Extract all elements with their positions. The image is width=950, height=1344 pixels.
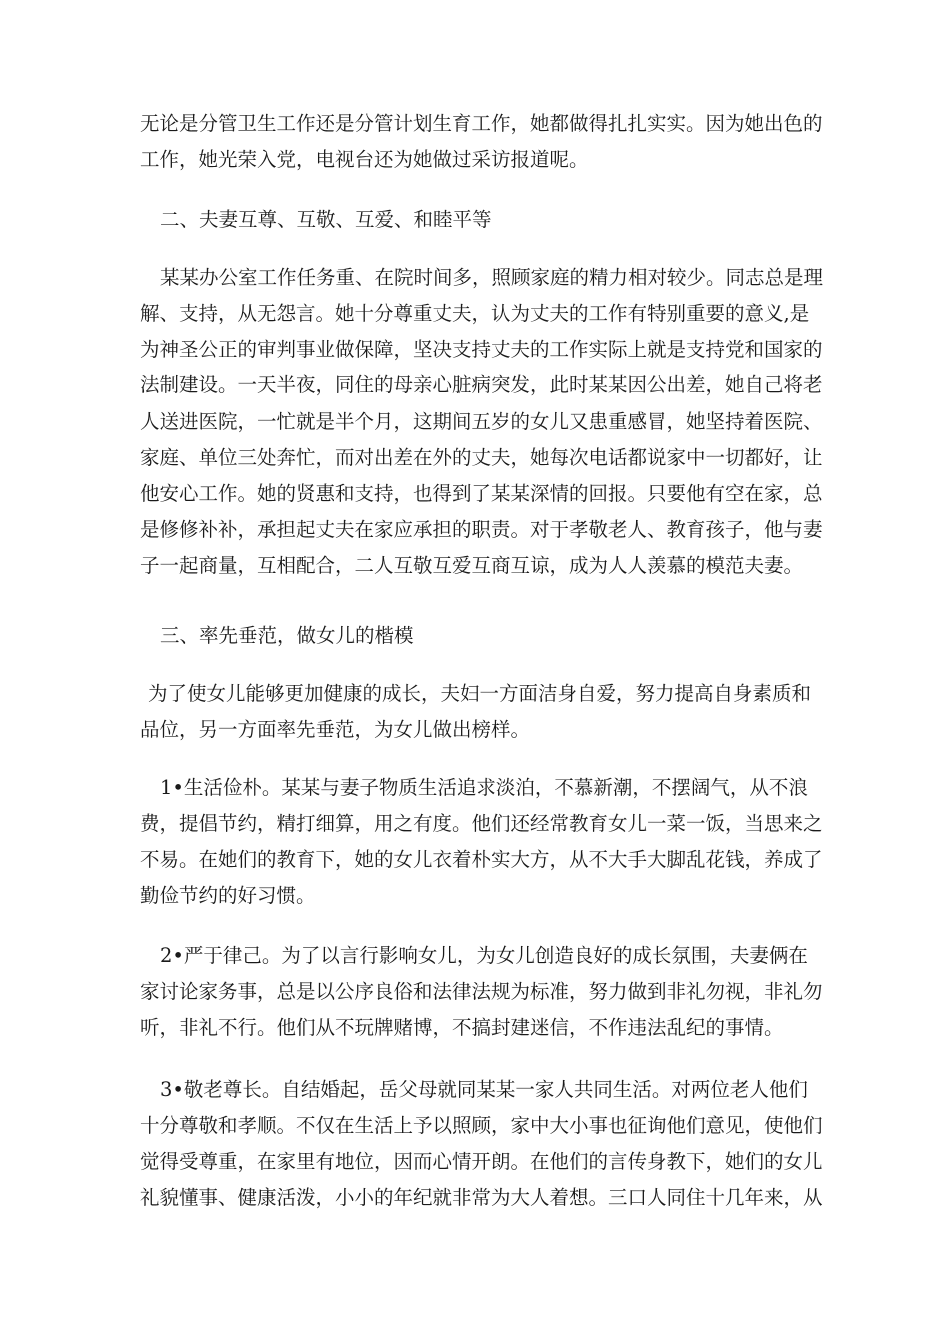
text-line: 听，非礼不行。他们从不玩牌赌博，不搞封建迷信，不作违法乱纪的事情。 (140, 1016, 784, 1039)
text-line: 2•严于律己。为了以言行影响女儿，为女儿创造良好的成长氛围，夫妻俩在 (160, 944, 808, 967)
text-line: 某某办公室工作任务重、在院时间多，照顾家庭的精力相对较少。同志总是理 (160, 266, 824, 289)
text-line: 3•敬老尊长。自结婚起，岳父母就同某某一家人共同生活。对两位老人他们 (160, 1078, 808, 1101)
text-line: 品位，另一方面率先垂范，为女儿做出榜样。 (140, 718, 531, 741)
text-line: 1•生活俭朴。某某与妻子物质生活追求淡泊，不慕新潮，不摆阔气，从不浪 (160, 776, 808, 799)
text-line: 解、支持，从无怨言。她十分尊重丈夫，认为丈夫的工作有特别重要的意义,是 (140, 302, 810, 325)
text-line: 为神圣公正的审判事业做保障，坚决支持丈夫的工作实际上就是支持党和国家的 (140, 338, 823, 361)
heading-text: 三、率先垂范，做女儿的楷模 (160, 624, 414, 647)
text-line: 费，提倡节约，精打细算，用之有度。他们还经常教育女儿一菜一饭，当思来之 (140, 812, 823, 835)
text-line: 无论是分管卫生工作还是分管计划生育工作，她都做得扎扎实实。因为她出色的 (140, 112, 823, 135)
text-line: 勤俭节约的好习惯。 (140, 884, 316, 907)
text-line: 人送进医院，一忙就是半个月，这期间五岁的女儿又患重感冒，她坚持着医院、 (140, 410, 823, 433)
text-line: 礼貌懂事、健康活泼，小小的年纪就非常为大人着想。三口人同住十几年来，从 (140, 1186, 823, 1209)
text-line: 法制建设。一天半夜，同住的母亲心脏病突发，此时某某因公出差，她自己将老 (140, 373, 823, 396)
text-line: 工作，她光荣入党，电视台还为她做过采访报道呢。 (140, 148, 589, 171)
text-line: 家讨论家务事，总是以公序良俗和法律法规为标准，努力做到非礼勿视，非礼勿 (140, 980, 823, 1003)
text-line: 子一起商量，互相配合，二人互敬互爱互商互谅，成为人人羡慕的模范夫妻。 (140, 554, 804, 577)
text-line: 为了使女儿能够更加健康的成长，夫妇一方面洁身自爱，努力提高自身素质和 (148, 682, 812, 705)
text-line: 觉得受尊重，在家里有地位，因而心情开朗。在他们的言传身教下，她们的女儿 (140, 1150, 823, 1173)
text-line: 是修修补补，承担起丈夫在家应承担的职责。对于孝敬老人、教育孩子，他与妻 (140, 518, 823, 541)
heading-text: 二、夫妻互尊、互敬、互爱、和睦平等 (160, 208, 492, 231)
text-line: 十分尊敬和孝顺。不仅在生活上予以照顾，家中大小事也征询他们意见，使他们 (140, 1114, 823, 1137)
text-line: 不易。在她们的教育下，她的女儿衣着朴实大方，从不大手大脚乱花钱，养成了 (140, 848, 823, 871)
text-line: 他安心工作。她的贤惠和支持，也得到了某某深情的回报。只要他有空在家，总 (140, 482, 823, 505)
text-line: 家庭、单位三处奔忙，而对出差在外的丈夫，她每次电话都说家中一切都好，让 (140, 446, 823, 469)
